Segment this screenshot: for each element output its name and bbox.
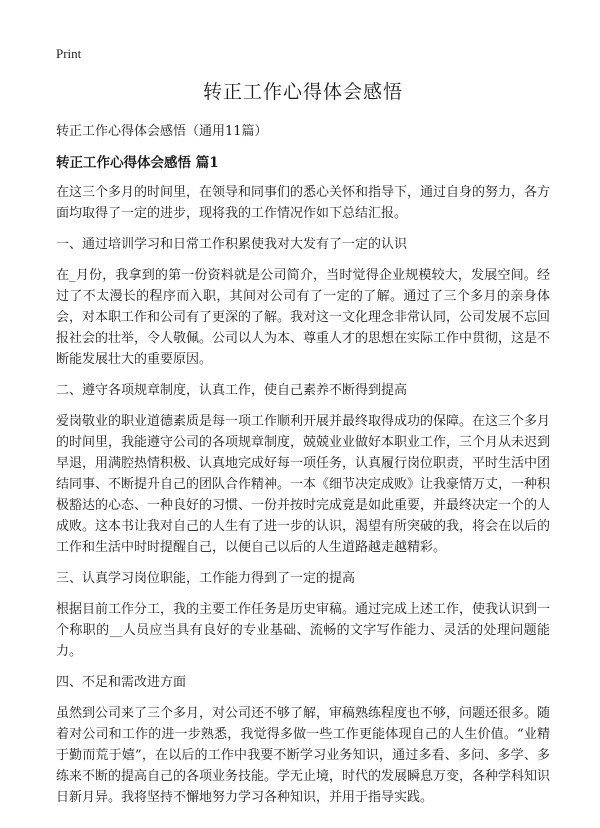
- section-heading-3: 三、认真学习岗位职能，工作能力得到了一定的提高: [56, 571, 356, 586]
- section-paragraph-3: 根据目前工作分工，我的主要工作任务是历史审稿。通过完成上述工作，使我认识到一个称职的__人员应当具有良好的专业基础、流畅的文字写作能力、灵活的处理问题能力。: [56, 602, 551, 659]
- document-subtitle: 转正工作心得体会感悟（通用11篇）: [56, 124, 268, 139]
- section-paragraph-4: 虽然到公司来了三个多月，对公司还不够了解，审稿熟练程度也不够，问题还很多。随着对公司和工作的进一步熟悉，我觉得多做一些工作更能体现自己的人生价值。“业精于勤而荒于嬉”，在以后的工作中我要不断学习业务知识，通过多看、多问、多学、多练来不断的提高自己的各项业务技能。学无止境，时代的发展瞬息万变，各种学科知识日新月异。我将坚持不懈地努力学习各种知识，并用于指导实践。: [56, 706, 551, 805]
- print-link[interactable]: Print: [56, 46, 82, 61]
- article-heading: 转正工作心得体会感悟 篇1: [56, 155, 219, 171]
- section-heading-2: 二、遵守各项规章制度，认真工作，使自己素养不断得到提高: [56, 383, 408, 398]
- page-title: 转正工作心得体会感悟: [202, 81, 403, 103]
- section-heading-4: 四、不足和需改进方面: [56, 675, 187, 690]
- section-heading-1: 一、通过培训学习和日常工作积累使我对大发有了一定的认识: [56, 237, 408, 252]
- section-paragraph-2: 爱岗敬业的职业道德素质是每一项工作顺利开展并最终取得成功的保障。在这三个多月的时间里，我能遵守公司的各项规章制度，兢兢业业做好本职业工作，三个月从未迟到早退，用满腔热情积极、认真地完成好每一项任务，认真履行岗位职责，平时生活中团结同事、不断提升自己的团队合作精神。一本《细节决定成败》让我豪情万丈，一种积极豁达的心态、一种良好的习惯、一份并按时完成竟是如此重要，并最终决定一个的人成败。这本书让我对自己的人生有了进一步的认识，渴望有所突破的我，将会在以后的工作和生活中时时提醒自己，以便自己以后的人生道路越走越精彩。: [56, 414, 551, 555]
- document-page: [56, 78, 550, 818]
- intro-paragraph: 在这三个多月的时间里，在领导和同事们的悉心关怀和指导下，通过自身的努力，各方面均取得了一定的进步，现将我的工作情况作如下总结汇报。: [56, 185, 551, 221]
- section-paragraph-1: 在_月份，我拿到的第一份资料就是公司简介，当时觉得企业规模较大，发展空间。经过了不太漫长的程序而入职，其间对公司有了一定的了解。通过了三个多月的亲身体会，对本职工作和公司有了更深的了解。我对这一文化理念非常认同，公司发展不忘回报社会的壮举，令人敬佩。公司以人为本、尊重人才的思想在实际工作中贯彻，这是不断能发展壮大的重要原因。: [56, 268, 551, 367]
